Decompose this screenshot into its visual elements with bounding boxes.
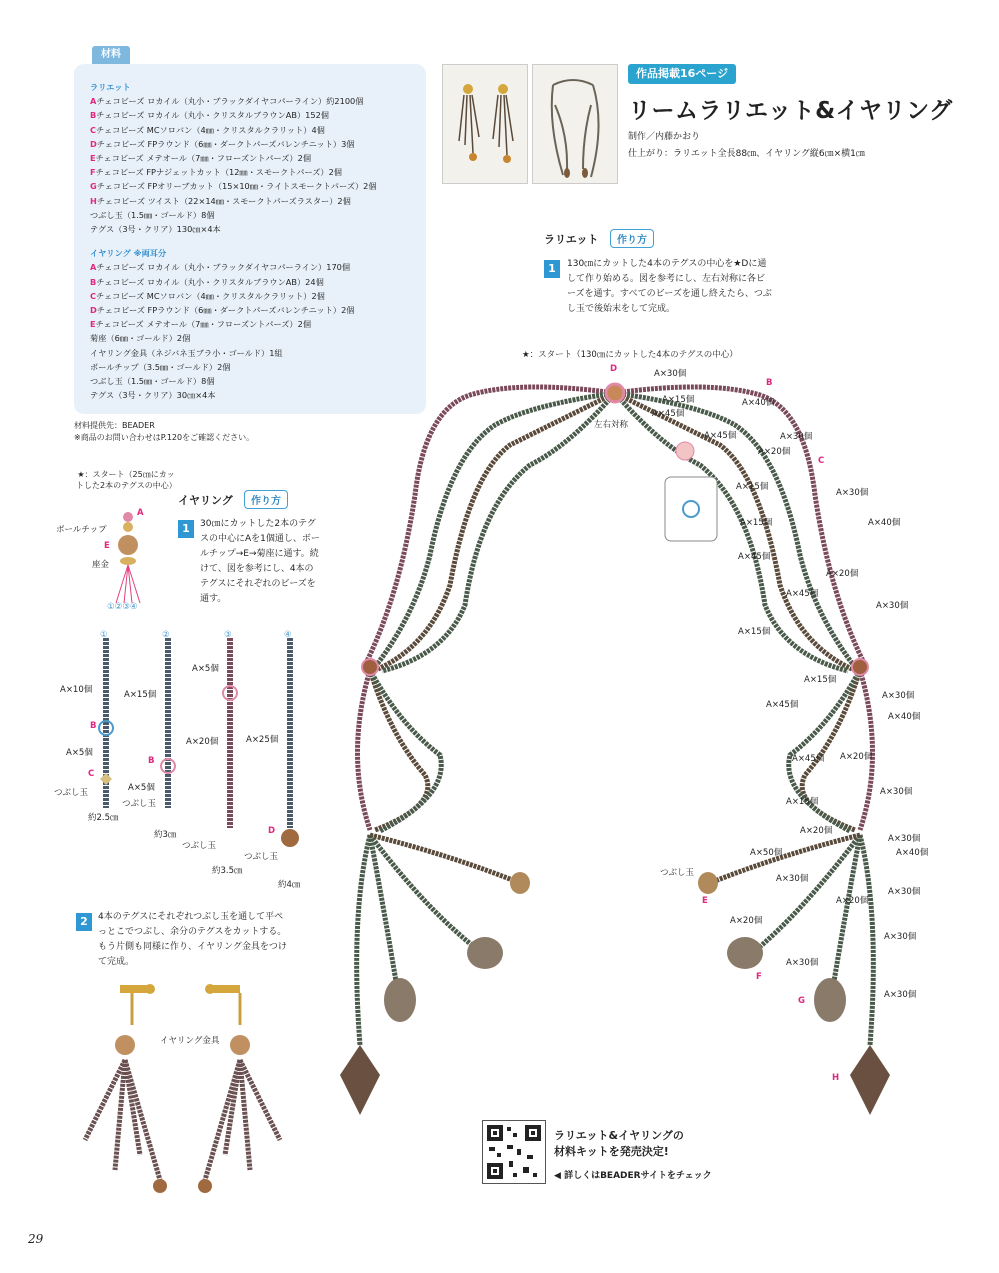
material-text: チェコビーズ FPオリーブカット（15×10㎜・ライトスモークトパーズ）2個 (96, 181, 377, 192)
lariat-label: A×15個 (738, 627, 771, 637)
kit-link[interactable]: ◀ 詳しくはBEADERサイトをチェック (554, 1171, 712, 1181)
lariat-label: A×45個 (786, 589, 819, 599)
material-key: A (90, 96, 97, 107)
lariat-label: A×30個 (776, 874, 809, 884)
lariat-materials-heading: ラリエット (90, 82, 131, 92)
material-text: チェコビーズ FPラウンド（6㎜・ダークトパーズバレンチニット）3個 (96, 138, 355, 149)
lariat-label: A×45個 (704, 431, 737, 441)
page-title: リームラリエット&イヤリング (628, 98, 953, 124)
s1-c: C (88, 769, 95, 779)
earring-step-2-number: 2 (76, 913, 92, 931)
material-key: G (90, 181, 97, 192)
inquiry-note: ※商品のお問い合わせはP.120をご確認ください。 (74, 433, 255, 442)
material-item (90, 137, 420, 151)
material-key: E (90, 153, 96, 164)
finished-size: 仕上がり：ラリエット全長88㎝、イヤリング縦6㎝×横1㎝ (628, 149, 865, 159)
lariat-label: A×20個 (840, 752, 873, 762)
material-key: B (90, 110, 97, 121)
s2-length: 約3㎝ (154, 830, 177, 840)
earring-illustration (70, 980, 310, 1210)
earring-heading: イヤリング (178, 494, 233, 507)
lariat-label: A×30個 (876, 601, 909, 611)
earring-start-note: ★：スタート（25㎝にカットした2本のテグスの中心） (76, 470, 177, 490)
material-text: チェコビーズ メテオール（7㎜・フローズントパーズ）2個 (95, 153, 312, 164)
lariat-label-e: E (702, 896, 708, 906)
material-text: ボールチップ（3.5㎜・ゴールド）2個 (90, 361, 231, 372)
lariat-label: A×15個 (786, 797, 819, 807)
material-text: テグス（3号・クリア）30㎝×4本 (90, 390, 216, 401)
s1-a5: A×5個 (66, 748, 93, 758)
lariat-label: A×20個 (826, 569, 859, 579)
lariat-label: A×20個 (758, 447, 791, 457)
material-item (90, 208, 420, 222)
material-key: D (90, 138, 97, 149)
material-text: チェコビーズ メテオール（7㎜・フローズントパーズ）2個 (95, 319, 312, 330)
s4-d: D (268, 826, 276, 836)
lariat-label: A×15個 (662, 395, 695, 405)
s2-a15: A×15個 (124, 690, 157, 700)
lariat-label: A×30個 (882, 691, 915, 701)
lariat-start-label: ★：スタート（130㎝にカットした4本のテグスの中心） (522, 350, 738, 360)
material-item (90, 222, 420, 236)
material-key: C (90, 124, 97, 135)
lariat-label: A×30個 (654, 369, 687, 379)
lariat-howto-label: 作り方 (610, 229, 654, 248)
symmetric-label: 左右対称 (594, 420, 629, 430)
material-key: B (90, 276, 97, 287)
earring-head-diagram (100, 505, 160, 615)
lariat-label: A×30個 (786, 958, 819, 968)
material-key: D (90, 305, 97, 316)
author: 制作／内藤かおり (628, 132, 701, 142)
material-text: チェコビーズ FPナジェットカット（12㎜・スモークトパーズ）2個 (95, 167, 342, 178)
lariat-label: A×20個 (800, 826, 833, 836)
lariat-label-d: D (610, 364, 618, 374)
fitting-label: イヤリング金具 (160, 1036, 220, 1046)
arrow-left-icon: ◀ (554, 1171, 565, 1181)
lariat-heading: ラリエット (544, 233, 599, 246)
s1-crimp: つぶし玉 (54, 788, 89, 798)
material-text: 菊座（6㎜・ゴールド）2個 (90, 333, 191, 344)
material-item (90, 108, 420, 122)
lariat-label: A×20個 (836, 896, 869, 906)
material-text: チェコビーズ MCソロバン（4㎜・クリスタルクラリット）2個 (96, 290, 325, 301)
lariat-label-g: G (798, 996, 805, 1006)
lariat-label: A×45個 (766, 700, 799, 710)
lariat-photo (532, 64, 618, 184)
material-text: つぶし玉（1.5㎜・ゴールド）8個 (90, 376, 215, 387)
zagane-label: 座金 (92, 560, 110, 570)
earring-howto-label: 作り方 (244, 490, 288, 509)
lariat-label: A×30個 (836, 488, 869, 498)
page-number: 29 (28, 1232, 44, 1246)
lariat-label-b: B (766, 378, 773, 388)
lariat-label: A×40個 (888, 712, 921, 722)
material-item (90, 260, 420, 274)
qr-code[interactable] (482, 1120, 546, 1184)
material-text: つぶし玉（1.5㎜・ゴールド）8個 (90, 209, 215, 220)
lariat-label-f: F (756, 972, 762, 982)
material-item (90, 275, 420, 289)
s1-b: B (90, 721, 97, 731)
lariat-label: A×30個 (780, 432, 813, 442)
kit-announcement (554, 1128, 684, 1160)
material-item (90, 94, 420, 108)
kit-line-1: ラリエット&イヤリングの (554, 1129, 684, 1142)
lariat-label: A×30個 (880, 787, 913, 797)
lariat-label: A×45個 (652, 409, 685, 419)
s3-length: 約3.5㎝ (212, 866, 243, 876)
material-key: E (90, 319, 96, 330)
lariat-label: A×40個 (742, 398, 775, 408)
ballchip-label: ボールチップ (56, 525, 107, 535)
lariat-label: A×30個 (884, 932, 917, 942)
strand-1-number: ① (100, 630, 108, 640)
lariat-label: A×45個 (738, 552, 771, 562)
earring-materials-heading: イヤリング ※両耳分 (90, 248, 167, 259)
page-badge: 作品掲載16ページ (628, 64, 736, 84)
earring-part-e: E (104, 541, 110, 551)
lariat-label: A×15個 (804, 675, 837, 685)
material-key: F (90, 167, 96, 178)
supplier-note: 材料提供先：BEADER (74, 421, 155, 430)
material-item (90, 289, 420, 303)
lariat-label-h: H (832, 1073, 840, 1083)
s1-a10: A×10個 (60, 685, 93, 695)
lariat-label: A×30個 (888, 887, 921, 897)
material-text: イヤリング金具（ネジバネ玉ブラ小・ゴールド）1組 (90, 347, 283, 358)
earring-step-1-number: 1 (178, 520, 194, 538)
lariat-label-crimp: つぶし玉 (660, 868, 695, 878)
lariat-step-1-number: 1 (544, 260, 560, 278)
material-item (90, 123, 420, 137)
material-text: チェコビーズ ロカイル（丸小・ブラックダイヤコパーライン）170個 (96, 262, 351, 273)
lariat-label: A×30個 (884, 990, 917, 1000)
s1-length: 約2.5㎝ (88, 813, 119, 823)
strand-4-number: ④ (284, 630, 292, 640)
s4-length: 約4㎝ (278, 880, 301, 890)
material-item (90, 179, 420, 193)
material-key: H (90, 195, 97, 206)
lariat-label: A×40個 (896, 848, 929, 858)
s3-crimp: つぶし玉 (182, 841, 217, 851)
s2-crimp: つぶし玉 (122, 799, 157, 809)
s4-crimp: つぶし玉 (244, 852, 279, 862)
material-item (90, 317, 420, 331)
lariat-step-1-text: 130㎝にカットした4本のテグスの中心を★Dに通して作り始める。図を参考にし、左右対称に各ビーズを通す。すべてのビーズを通し終えたら、つぶし玉で後始末をして完成。 (567, 259, 772, 314)
lariat-label-c: C (818, 456, 825, 466)
earring-part-a: A (137, 508, 144, 518)
strand-3-number: ③ (224, 630, 232, 640)
material-text: チェコビーズ ツイスト（22×14㎜・スモークトパーズラスター）2個 (96, 195, 351, 206)
earring-photo (442, 64, 528, 184)
material-item (90, 303, 420, 317)
material-text: テグス（3号・クリア）130㎝×4本 (90, 224, 221, 235)
s3-a20: A×20個 (186, 737, 219, 747)
lariat-label: A×20個 (730, 916, 763, 926)
material-text: チェコビーズ ロカイル（丸小・クリスタルブラウンAB）24個 (96, 276, 324, 287)
s3-a5: A×5個 (192, 664, 219, 674)
lariat-label: A×15個 (736, 482, 769, 492)
s2-a5: A×5個 (128, 783, 155, 793)
material-text: チェコビーズ FPラウンド（6㎜・ダークトパーズバレンチニット）2個 (96, 305, 355, 316)
strand-2-number: ② (162, 630, 170, 640)
material-text: チェコビーズ ロカイル（丸小・クリスタルブラウンAB）152個 (96, 110, 329, 121)
material-item (90, 165, 420, 179)
material-item (90, 331, 420, 345)
material-item (90, 194, 420, 208)
lariat-label: A×50個 (750, 848, 783, 858)
material-text: チェコビーズ MCソロバン（4㎜・クリスタルクラリット）4個 (96, 124, 325, 135)
materials-tag: 材料 (92, 46, 130, 64)
lariat-label: A×15個 (740, 518, 773, 528)
material-notes (74, 420, 254, 444)
earring-step-2-text: 4本のテグスにそれぞれつぶし玉を通して平ペっとこでつぶし、余分のテグスをカットする。もう片側も同様に作り、イヤリング金具をつけて完成。 (98, 912, 287, 967)
lariat-label: A×40個 (868, 518, 901, 528)
material-item (90, 151, 420, 165)
material-key: C (90, 290, 97, 301)
lariat-label: A×45個 (792, 754, 825, 764)
kit-line-2: 材料キットを発売決定! (554, 1145, 669, 1158)
s2-b: B (148, 756, 155, 766)
s4-a25: A×25個 (246, 735, 279, 745)
material-key: A (90, 262, 97, 273)
lariat-label: A×30個 (888, 834, 921, 844)
strand-numbers: ①②③④ (107, 602, 138, 612)
earring-step-1-text: 30㎝にカットした2本のテグスの中心にAを1個通し、ボールチップ→E→菊座に通す。続けて、図を参考にし、4本のテグスにそれぞれのビーズを通す。 (200, 519, 320, 604)
material-text: チェコビーズ ロカイル（丸小・ブラックダイヤコパーライン）約2100個 (96, 96, 364, 107)
